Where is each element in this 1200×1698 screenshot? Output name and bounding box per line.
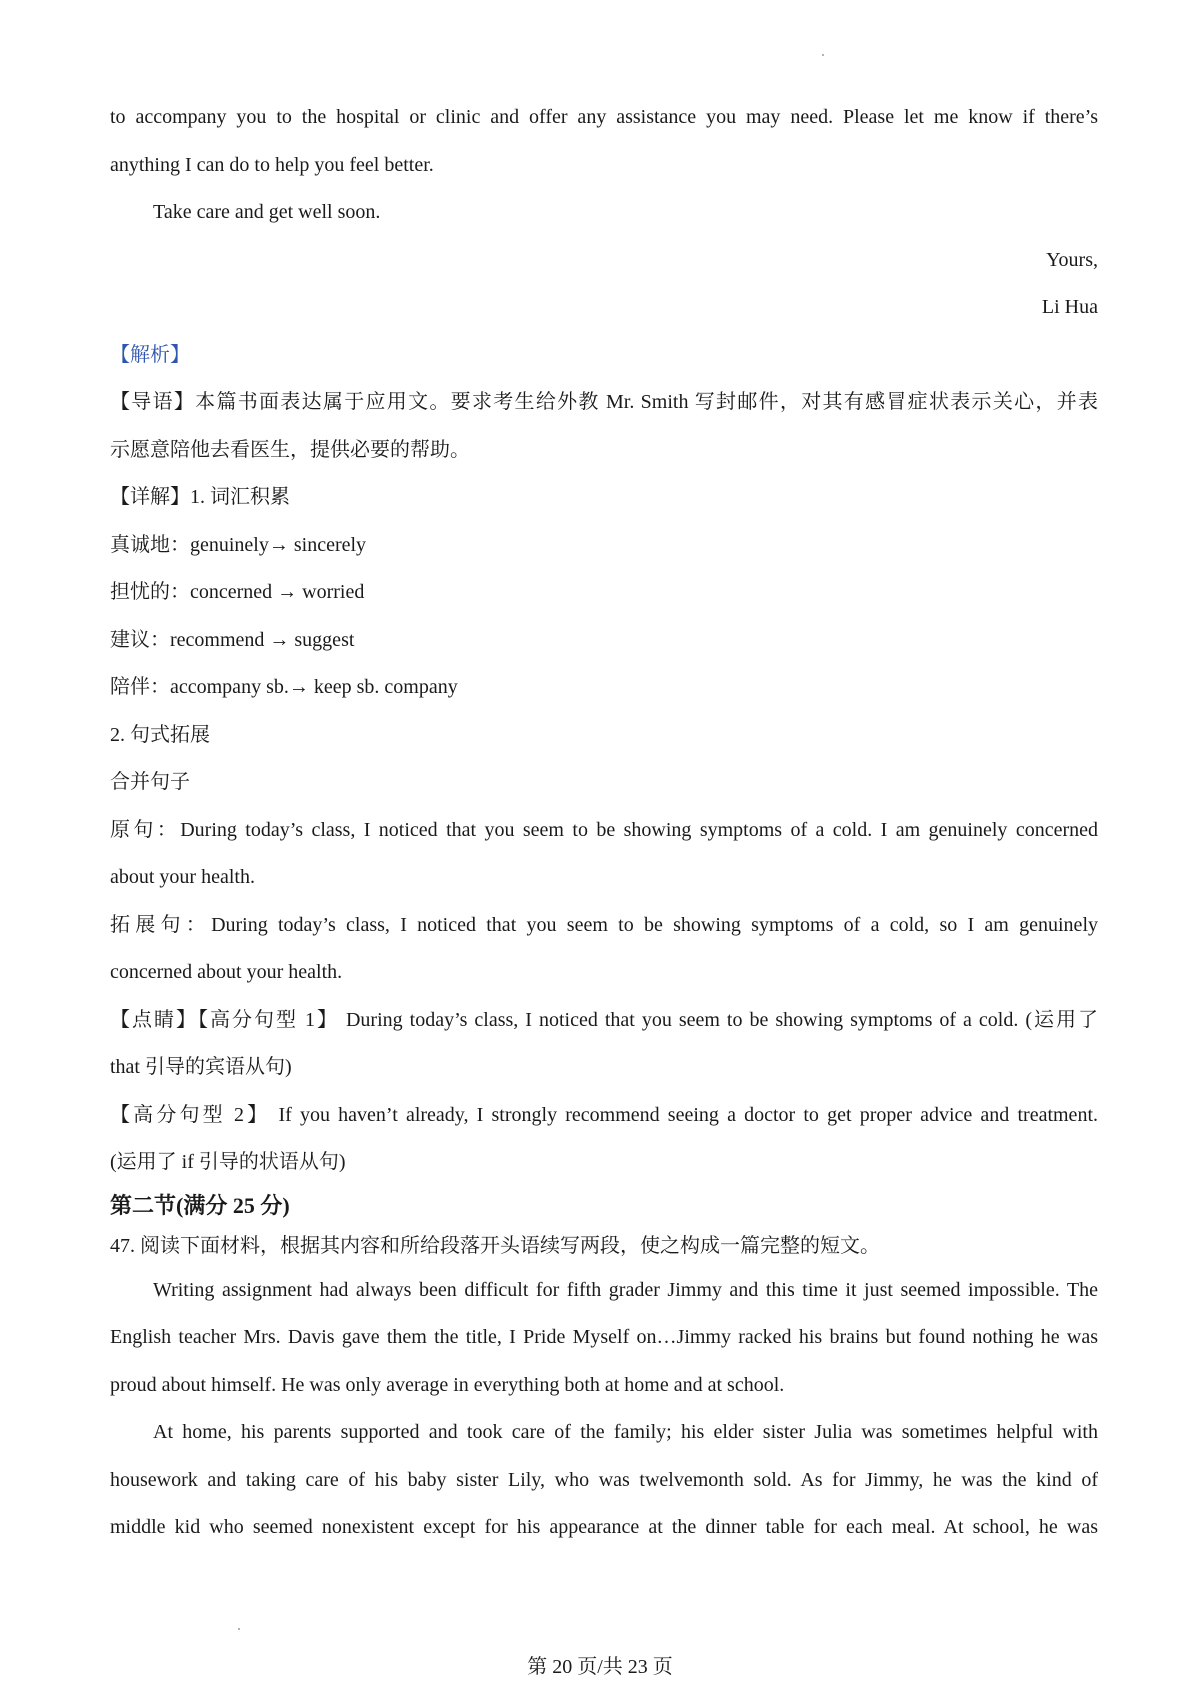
highlight-sentence-line: 【点睛】【高分句型 1】 During today’s class, I noticed that you seem to be showing symptoms of a cold. (运用了 (110, 1008, 1098, 1031)
letter-closing: Take care and get well soon. (153, 201, 381, 223)
highlight-sentence-line: (运用了 if 引导的状语从句) (110, 1151, 346, 1173)
expanded-sentence-line: 拓展句：During today’s class, I noticed that you seem to be showing symptoms of a cold, so I am genuinely (110, 913, 1098, 936)
vocab-item: 担忧的：concerned → worried (110, 581, 365, 603)
original-sentence-line: about your health. (110, 866, 255, 888)
analysis-tag: 【解析】 (110, 343, 190, 366)
highlight-sentence-line: 【高分句型 2】 If you haven’t already, I strongly recommend seeing a doctor to get proper advice and treatment. (110, 1103, 1098, 1126)
letter-text-line: to accompany you to the hospital or clinic and offer any assistance you may need. Please let me know if there’s (110, 106, 1098, 128)
passage-line: At home, his parents supported and took care of the family; his elder sister Julia was sometimes helpful with (153, 1421, 1098, 1443)
vocab-item: 陪伴：accompany sb.→ keep sb. company (110, 676, 458, 698)
intro-text-line: 示愿意陪他去看医生，提供必要的帮助。 (110, 438, 470, 461)
passage-line: Writing assignment had always been difficult for fifth grader Jimmy and this time it just seemed impossible. The (153, 1278, 1098, 1301)
question-prompt: 47. 阅读下面材料，根据其内容和所给段落开头语续写两段，使之构成一篇完整的短文。 (110, 1234, 880, 1257)
passage-line: housework and taking care of his baby sister Lily, who was twelvemonth sold. As for Jimmy, he was the kind of (110, 1468, 1098, 1491)
letter-text-line: anything I can do to help you feel better. (110, 153, 434, 176)
merge-heading: 合并句子 (110, 771, 190, 793)
detail-heading: 【详解】1. 词汇积累 (110, 486, 290, 508)
vocab-item: 建议：recommend → suggest (110, 628, 355, 651)
page-number: 第 20 页/共 23 页 (527, 1656, 673, 1678)
original-sentence-line: 原句：During today’s class, I noticed that you seem to be showing symptoms of a cold. I am genuinely concerned (110, 818, 1098, 841)
vocab-item: 真诚地：genuinely→ sincerely (110, 533, 367, 556)
page-content (110, 94, 1098, 1552)
letter-signoff: Yours, (1046, 248, 1098, 271)
letter-signature: Li Hua (1041, 296, 1098, 318)
scan-speck (822, 54, 824, 56)
highlight-sentence-line: that 引导的宾语从句) (110, 1056, 292, 1078)
passage-line: English teacher Mrs. Davis gave them the title, I Pride Myself on…Jimmy racked his brains but found nothing he was (110, 1326, 1098, 1348)
scan-speck (238, 1628, 240, 1630)
passage-line: proud about himself. He was only average in everything both at home and at school. (110, 1373, 785, 1396)
passage-line: middle kid who seemed nonexistent except for his appearance at the dinner table for each meal. At school, he was (110, 1516, 1098, 1538)
sentence-heading: 2. 句式拓展 (110, 723, 210, 746)
section-heading: 第二节(满分 25 分) (110, 1192, 290, 1218)
expanded-sentence-line: concerned about your health. (110, 961, 343, 983)
intro-text-line: 【导语】本篇书面表达属于应用文。要求考生给外教 Mr. Smith 写封邮件，对其有感冒症状表示关心，并表 (110, 391, 1098, 413)
